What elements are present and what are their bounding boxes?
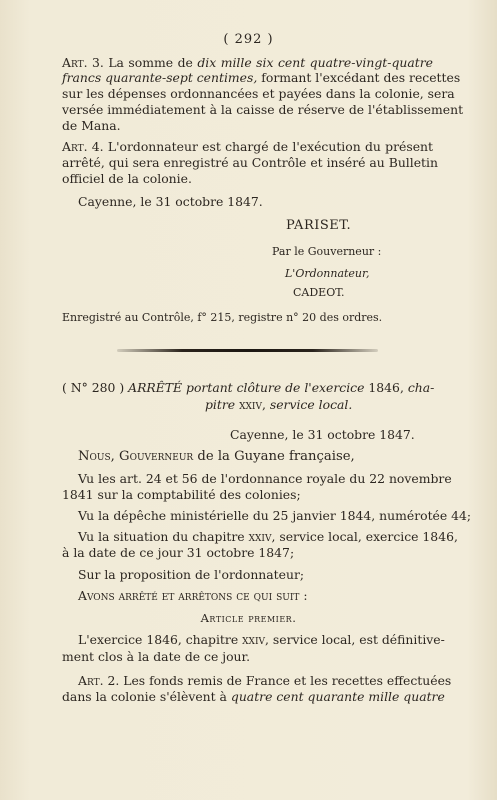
vu-situation-line-1: Vu la situation du chapitre xxiv, service local, exercice 1846,	[78, 529, 458, 544]
par-le-gouverneur: Par le Gouverneur :	[272, 245, 382, 258]
place-date-2: Cayenne, le 31 octobre 1847.	[230, 427, 415, 442]
art2-line-1: Art. 2. Les fonds remis de France et les recettes effectuées	[78, 673, 452, 688]
art3-line-2: francs quarante-sept centimes, formant l'excédant des recettes	[62, 70, 461, 85]
decree-heading-line-2: pitre xxiv, service local.	[205, 397, 353, 412]
decree-heading-line-1: ( N° 280 ) ARRÊTÉ portant clôture de l'exercice 1846, cha-	[62, 380, 435, 395]
vu-situation-line-2: à la date de ce jour 31 octobre 1847;	[62, 545, 295, 560]
art4-line-2: arrêté, qui sera enregistré au Contrôle et inséré au Bulletin	[62, 155, 438, 170]
art3-line-3: sur les dépenses ordonnancées et payées dans la colonie, sera	[62, 86, 455, 101]
place-date-1: Cayenne, le 31 octobre 1847.	[78, 194, 263, 209]
sur-proposition: Sur la proposition de l'ordonnateur;	[78, 567, 305, 582]
registration-note: Enregistré au Contrôle, f° 215, registre n° 20 des ordres.	[62, 311, 383, 324]
art3-line-4: versée immédiatement à la caisse de réserve de l'établissement	[62, 102, 464, 117]
vu-ordonnance-line-2: 1841 sur la comptabilité des colonies;	[62, 487, 301, 502]
vu-depeche: Vu la dépêche ministérielle du 25 janvier 1844, numérotée 44;	[78, 508, 472, 523]
article-premier-heading: Article premier.	[200, 611, 297, 625]
nous-gouverneur: Nous, Gouverneur de la Guyane française,	[78, 449, 355, 464]
art1-line-1: L'exercice 1846, chapitre xxiv, service local, est définitive-	[78, 632, 445, 647]
art2-line-2: dans la colonie s'élèvent à quatre cent quarante mille quatre	[62, 689, 445, 704]
avons-arrete: Avons arrêté et arrêtons ce qui suit :	[78, 588, 308, 603]
signature-governor: PARISET.	[286, 218, 352, 233]
section-divider	[117, 349, 378, 352]
art4-label: Art. 4.	[62, 139, 104, 154]
art3-label: Art. 3.	[62, 55, 104, 70]
signature-ordonnateur: CADEOT.	[293, 286, 345, 299]
art3-line-5: de Mana.	[62, 118, 121, 133]
art4-line-3: officiel de la colonie.	[62, 171, 192, 186]
vu-ordonnance-line-1: Vu les art. 24 et 56 de l'ordonnance royale du 22 novembre	[78, 471, 452, 486]
art3-line-1: Art. 3. La somme de dix mille six cent quatre-vingt-quatre	[62, 55, 433, 70]
page-number: ( 292 )	[223, 32, 274, 47]
ordonnateur-title: L'Ordonnateur,	[285, 267, 370, 280]
art2-label: Art. 2.	[78, 673, 120, 688]
art1-line-2: ment clos à la date de ce jour.	[62, 649, 251, 664]
art4-line-1: Art. 4. L'ordonnateur est chargé de l'exécution du présent	[62, 139, 433, 154]
